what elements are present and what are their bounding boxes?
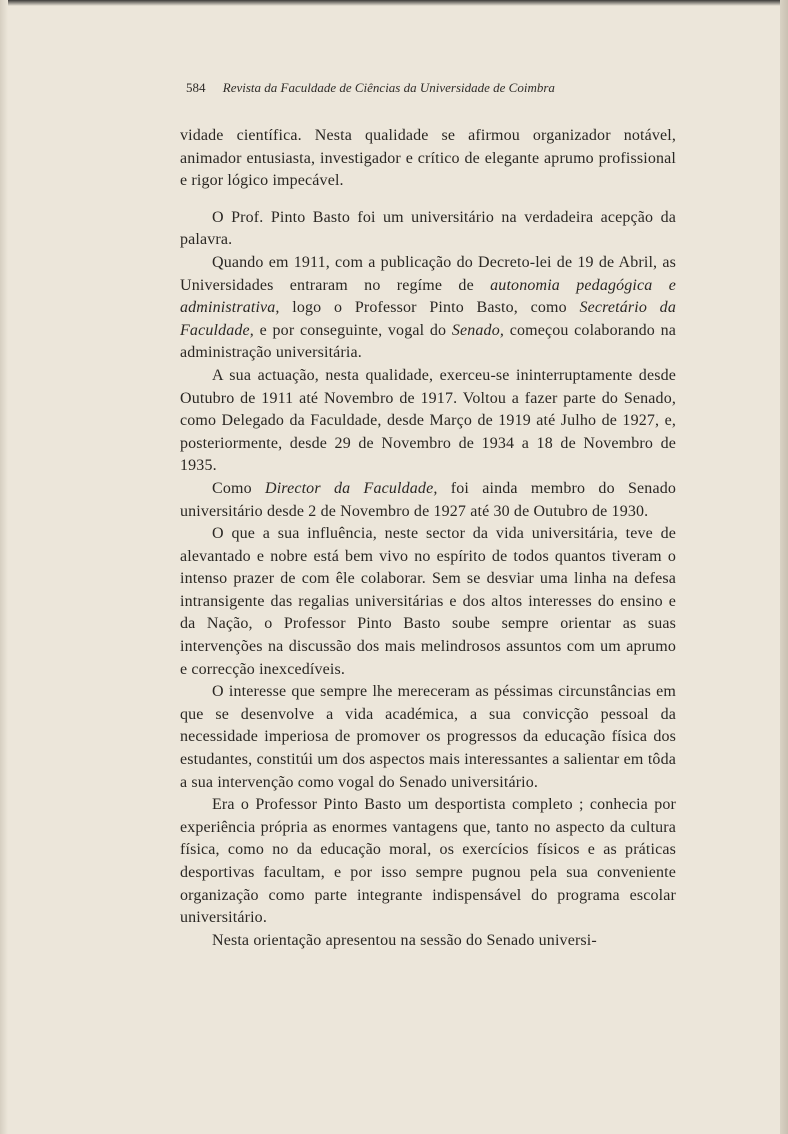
paragraph-3-italic-1: autonomia pedagógica e administrativa, [180,276,676,317]
paragraph-5-text-2: foi ainda membro do Senado universitário desde 2 de Novembro de 1927 até 30 de Outubro de 1930. [180,479,676,520]
paragraph-5 [180,478,676,523]
paragraph-3-text-2: logo o Professor Pinto Basto, como [279,299,580,317]
paragraph-5-italic-1: Director da Faculdade, [265,479,438,497]
paragraph-3-text-4: começou colaborando na administração universitária. [180,321,676,362]
paragraph-3-italic-3: Senado, [451,321,505,339]
article-body [180,125,676,952]
journal-title: Revista da Faculdade de Ciências da Universidade de Coimbra [222,80,555,95]
paragraph-1: vidade científica. Nesta qualidade se afirmou organizador notável, animador entusiasta, investigador e crítico de elegante aprumo profissional e rigor lógico impecável. [180,127,676,190]
page-number: 584 [186,80,206,95]
page-top-edge [0,0,788,6]
paragraph-3-italic-2: Secretário da Faculdade, [180,299,676,339]
paragraph-7: O interesse que sempre lhe mereceram as péssimas circunstâncias em que se desenvolve a vida académica, a sua convicção pessoal da necessidade imperiosa de promover os progressos da educação física dos estudantes, constitúi um dos aspectos mais interessantes a salientar em tôda a sua intervenção como vogal do Senado universitário. [180,683,676,791]
page-left-edge [0,0,8,1134]
paragraph-5-text-1: Como [212,479,265,497]
paragraph-3-text-1: Quando em 1911, com a publicação do Decreto-lei de 19 de Abril, as Universidades entraram no regíme de [180,253,676,294]
page-right-edge [780,0,788,1134]
paragraph-3 [180,252,676,365]
paragraph-2: O Prof. Pinto Basto foi um universitário na verdadeira acepção da palavra. [180,208,676,249]
paragraph-3-text-3: e por conseguinte, vogal do [253,321,452,339]
paragraph-8: Era o Professor Pinto Basto um desportista completo ; conhecia por experiência própria as enormes vantagens que, tanto no aspecto da cultura física, como no da educação moral, os exercícios físicos e as práticas desportivas facultam, e por isso sempre pugnou pela sua conveniente organização como parte integrante indispensável do programa escolar universitário. [180,796,676,927]
running-header [186,80,656,100]
paragraph-9: Nesta orientação apresentou na sessão do Senado universi- [212,931,597,949]
paragraph-6: O que a sua influência, neste sector da vida universitária, teve de alevantado e nobre está bem vivo no espírito de todos quantos tiveram o intenso prazer de com êle colaborar. Sem se desviar uma linha na defesa intransigente das regalias universitárias e dos altos interesses do ensino e da Nação, o Professor Pinto Basto soube sempre orientar as suas intervenções na discussão dos mais melindrosos assuntos com um aprumo e correcção inexcedíveis. [180,525,676,678]
paragraph-4: A sua actuação, nesta qualidade, exerceu-se ininterruptamente desde Outubro de 1911 até Novembro de 1917. Voltou a fazer parte do Senado, como Delegado da Faculdade, desde Março de 1919 até Julho de 1927, e, posteriormente, desde 29 de Novembro de 1934 a 18 de Novembro de 1935. [180,366,676,475]
